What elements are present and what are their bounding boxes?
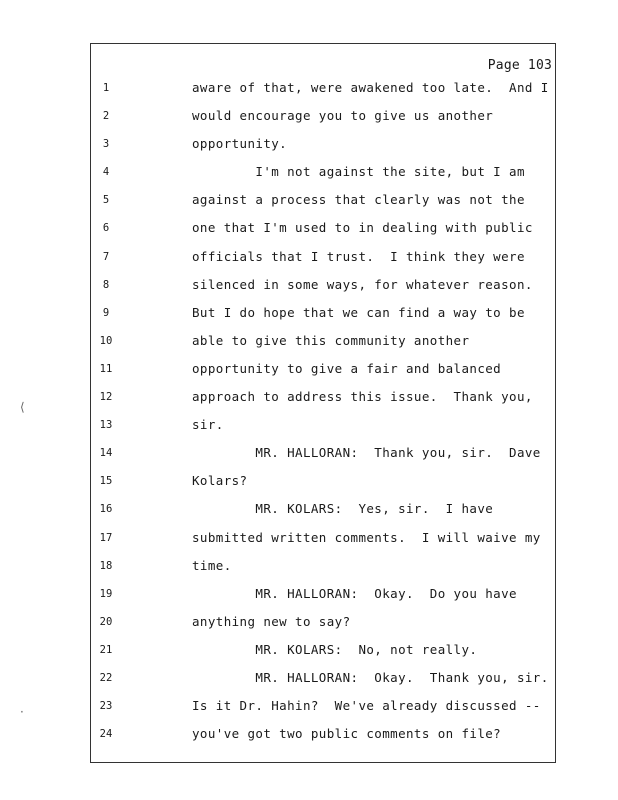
line-text: one that I'm used to in dealing with public [192, 220, 533, 236]
transcript-line [95, 692, 550, 720]
line-number: 1 [102, 82, 110, 94]
line-number: 13 [99, 419, 113, 432]
transcript-line [95, 720, 550, 748]
line-text: silenced in some ways, for whatever reason. [192, 276, 533, 292]
transcript-line [95, 327, 550, 355]
line-number: 4 [102, 166, 110, 179]
transcript-line [95, 74, 550, 102]
line-number: 12 [99, 391, 113, 404]
line-text: opportunity to give a fair and balanced [192, 360, 502, 376]
scan-mark: ⟨ [20, 400, 25, 414]
transcript-line [95, 186, 550, 214]
transcript-line [95, 524, 550, 552]
line-number: 2 [102, 110, 110, 123]
line-number: 3 [102, 138, 110, 151]
transcript-line [95, 158, 550, 186]
line-number: 17 [99, 531, 113, 544]
line-text: Kolars? [192, 473, 248, 489]
line-text: But I do hope that we can find a way to be [192, 304, 525, 320]
line-text: opportunity. [192, 136, 288, 152]
line-number: 21 [99, 643, 113, 656]
transcript-line [95, 439, 550, 467]
line-text: anything new to say? [192, 613, 351, 629]
line-number: 11 [99, 362, 113, 375]
line-number: 6 [102, 222, 110, 235]
transcript-line [95, 636, 550, 664]
line-number: 22 [99, 671, 113, 684]
transcript-line [95, 102, 550, 130]
line-number: 8 [102, 278, 110, 291]
transcript-line [95, 383, 550, 411]
line-text: I'm not against the site, but I am [192, 164, 525, 180]
line-text: would encourage you to give us another [192, 108, 494, 124]
transcript-body [95, 74, 550, 748]
line-number: 19 [99, 587, 113, 600]
line-number: 16 [99, 503, 113, 516]
line-text: Is it Dr. Hahin? We've already discussed -- [192, 698, 541, 714]
line-number: 5 [102, 194, 110, 207]
transcript-line [95, 608, 550, 636]
transcript-line [95, 355, 550, 383]
line-text: MR. HALLORAN: Okay. Do you have [192, 585, 517, 601]
line-text: MR. HALLORAN: Thank you, sir. Dave [192, 445, 541, 461]
line-text: against a process that clearly was not the [192, 192, 525, 208]
line-text: approach to address this issue. Thank you, [192, 389, 533, 405]
line-text: aware of that, were awakened too late. And I [192, 80, 549, 95]
line-text: sir. [192, 417, 224, 433]
line-text: MR. HALLORAN: Okay. Thank you, sir. [192, 669, 549, 685]
line-text: able to give this community another [192, 332, 470, 348]
line-number: 23 [99, 700, 113, 713]
transcript-line [95, 495, 550, 523]
line-text: MR. KOLARS: No, not really. [192, 641, 478, 657]
transcript-line [95, 552, 550, 580]
transcript-line [95, 411, 550, 439]
line-number: 10 [99, 334, 113, 347]
line-number: 14 [99, 447, 113, 460]
transcript-line [95, 580, 550, 608]
line-number: 15 [99, 475, 113, 488]
line-number: 7 [102, 250, 110, 263]
line-text: you've got two public comments on file? [192, 726, 502, 742]
line-number: 24 [99, 728, 113, 741]
scan-mark: · [20, 705, 24, 719]
page-number: Page 103 [487, 58, 552, 73]
transcript-line [95, 299, 550, 327]
line-text: submitted written comments. I will waive my [192, 529, 541, 545]
transcript-line [95, 664, 550, 692]
transcript-line [95, 271, 550, 299]
line-text: officials that I trust. I think they were [192, 248, 525, 264]
line-text: MR. KOLARS: Yes, sir. I have [192, 501, 494, 517]
transcript-line [95, 214, 550, 242]
line-number: 18 [99, 559, 113, 572]
line-number: 9 [102, 306, 110, 319]
transcript-line [95, 130, 550, 158]
line-number: 20 [99, 615, 113, 628]
transcript-line [95, 467, 550, 495]
transcript-line [95, 243, 550, 271]
line-text: time. [192, 557, 232, 573]
